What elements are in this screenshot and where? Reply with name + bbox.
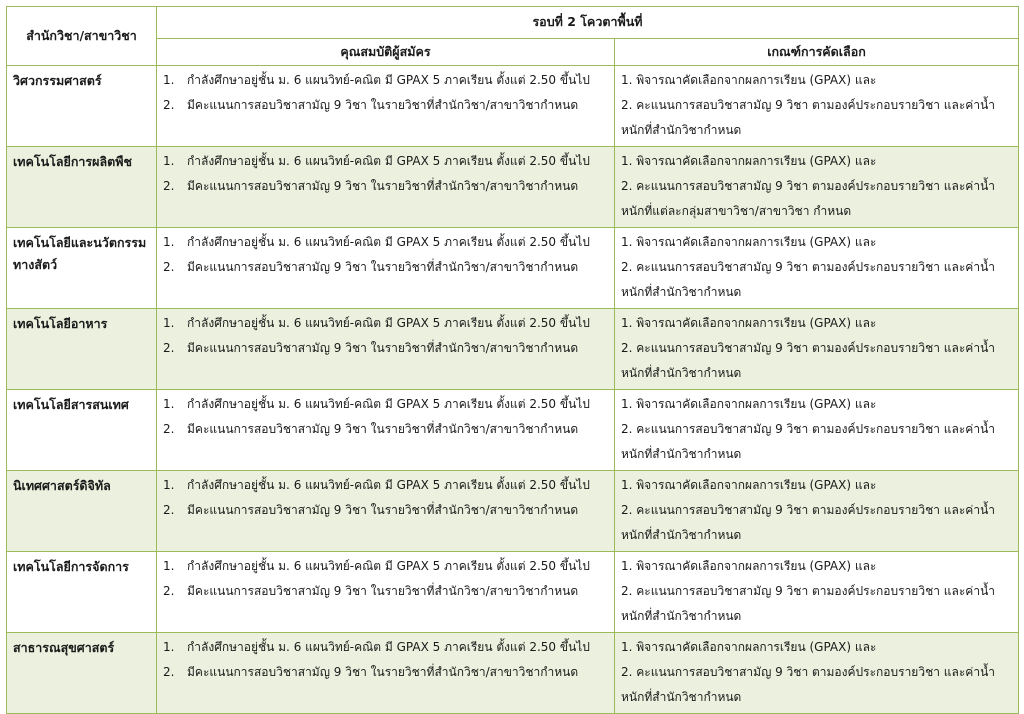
table-row (7, 228, 1019, 309)
qualification-item: 2. มีคะแนนการสอบวิชาสามัญ 9 วิชา ในรายวิชาที่สำนักวิชา/สาขาวิชากำหนด (163, 179, 579, 193)
criteria-item: 2. คะแนนการสอบวิชาสามัญ 9 วิชา ตามองค์ประกอบรายวิชา และค่าน้ำหนักที่สำนักวิชากำหนด (621, 341, 996, 380)
table-row (7, 633, 1019, 714)
qualification-item: 1. กำลังศึกษาอยู่ชั้น ม. 6 แผนวิทย์-คณิต มี GPAX 5 ภาคเรียน ตั้งแต่ 2.50 ขึ้นไป (163, 559, 590, 573)
qualification-item: 1. กำลังศึกษาอยู่ชั้น ม. 6 แผนวิทย์-คณิต มี GPAX 5 ภาคเรียน ตั้งแต่ 2.50 ขึ้นไป (163, 397, 590, 411)
qualifications-cell (157, 633, 615, 714)
criteria-item: 1. พิจารณาคัดเลือกจากผลการเรียน (GPAX) และ (621, 397, 877, 411)
criteria-cell (615, 471, 1019, 552)
criteria-cell (615, 147, 1019, 228)
faculty-name: เทคโนโลยีและนวัตกรรมทางสัตว์ (7, 228, 157, 309)
qualifications-cell (157, 552, 615, 633)
criteria-item: 2. คะแนนการสอบวิชาสามัญ 9 วิชา ตามองค์ประกอบรายวิชา และค่าน้ำหนักที่สำนักวิชากำหนด (621, 98, 996, 137)
qualifications-cell (157, 390, 615, 471)
criteria-cell (615, 633, 1019, 714)
qualifications-cell (157, 309, 615, 390)
faculty-column-header: สำนักวิชา/สาขาวิชา (7, 7, 157, 66)
criteria-cell (615, 552, 1019, 633)
table-row (7, 309, 1019, 390)
qualifications-cell (157, 66, 615, 147)
criteria-item: 2. คะแนนการสอบวิชาสามัญ 9 วิชา ตามองค์ประกอบรายวิชา และค่าน้ำหนักที่สำนักวิชากำหนด (621, 584, 996, 623)
criteria-item: 2. คะแนนการสอบวิชาสามัญ 9 วิชา ตามองค์ประกอบรายวิชา และค่าน้ำหนักที่สำนักวิชากำหนด (621, 665, 996, 704)
qualification-item: 1. กำลังศึกษาอยู่ชั้น ม. 6 แผนวิทย์-คณิต มี GPAX 5 ภาคเรียน ตั้งแต่ 2.50 ขึ้นไป (163, 73, 590, 87)
criteria-cell (615, 66, 1019, 147)
table-row (7, 390, 1019, 471)
faculty-name: เทคโนโลยีสารสนเทศ (7, 390, 157, 471)
qualification-item: 2. มีคะแนนการสอบวิชาสามัญ 9 วิชา ในรายวิชาที่สำนักวิชา/สาขาวิชากำหนด (163, 260, 579, 274)
table-row (7, 471, 1019, 552)
table-row (7, 147, 1019, 228)
criteria-item: 1. พิจารณาคัดเลือกจากผลการเรียน (GPAX) และ (621, 73, 877, 87)
qualification-item: 1. กำลังศึกษาอยู่ชั้น ม. 6 แผนวิทย์-คณิต มี GPAX 5 ภาคเรียน ตั้งแต่ 2.50 ขึ้นไป (163, 316, 590, 330)
faculty-name: สาธารณสุขศาสตร์ (7, 633, 157, 714)
qualifications-cell (157, 228, 615, 309)
round-header: รอบที่ 2 โควตาพื้นที่ (157, 7, 1019, 39)
qualification-item: 1. กำลังศึกษาอยู่ชั้น ม. 6 แผนวิทย์-คณิต มี GPAX 5 ภาคเรียน ตั้งแต่ 2.50 ขึ้นไป (163, 235, 590, 249)
criteria-item: 2. คะแนนการสอบวิชาสามัญ 9 วิชา ตามองค์ประกอบรายวิชา และค่าน้ำหนักที่สำนักวิชากำหนด (621, 503, 996, 542)
faculty-name: วิศวกรรมศาสตร์ (7, 66, 157, 147)
qualification-item: 1. กำลังศึกษาอยู่ชั้น ม. 6 แผนวิทย์-คณิต มี GPAX 5 ภาคเรียน ตั้งแต่ 2.50 ขึ้นไป (163, 640, 590, 654)
faculty-name: นิเทศศาสตร์ดิจิทัล (7, 471, 157, 552)
criteria-cell (615, 309, 1019, 390)
qualification-item: 2. มีคะแนนการสอบวิชาสามัญ 9 วิชา ในรายวิชาที่สำนักวิชา/สาขาวิชากำหนด (163, 584, 579, 598)
qualification-item: 1. กำลังศึกษาอยู่ชั้น ม. 6 แผนวิทย์-คณิต มี GPAX 5 ภาคเรียน ตั้งแต่ 2.50 ขึ้นไป (163, 154, 590, 168)
criteria-item: 1. พิจารณาคัดเลือกจากผลการเรียน (GPAX) และ (621, 640, 877, 654)
qualification-item: 1. กำลังศึกษาอยู่ชั้น ม. 6 แผนวิทย์-คณิต มี GPAX 5 ภาคเรียน ตั้งแต่ 2.50 ขึ้นไป (163, 478, 590, 492)
criteria-item: 2. คะแนนการสอบวิชาสามัญ 9 วิชา ตามองค์ประกอบรายวิชา และค่าน้ำหนักที่สำนักวิชากำหนด (621, 422, 996, 461)
criteria-item: 1. พิจารณาคัดเลือกจากผลการเรียน (GPAX) และ (621, 154, 877, 168)
qualification-item: 2. มีคะแนนการสอบวิชาสามัญ 9 วิชา ในรายวิชาที่สำนักวิชา/สาขาวิชากำหนด (163, 422, 579, 436)
table-row (7, 552, 1019, 633)
qualifications-cell (157, 471, 615, 552)
admission-criteria-table (6, 6, 1019, 714)
qualification-item: 2. มีคะแนนการสอบวิชาสามัญ 9 วิชา ในรายวิชาที่สำนักวิชา/สาขาวิชากำหนด (163, 503, 579, 517)
criteria-cell (615, 228, 1019, 309)
qualification-item: 2. มีคะแนนการสอบวิชาสามัญ 9 วิชา ในรายวิชาที่สำนักวิชา/สาขาวิชากำหนด (163, 665, 579, 679)
table-row (7, 66, 1019, 147)
qualification-item: 2. มีคะแนนการสอบวิชาสามัญ 9 วิชา ในรายวิชาที่สำนักวิชา/สาขาวิชากำหนด (163, 341, 579, 355)
criteria-item: 1. พิจารณาคัดเลือกจากผลการเรียน (GPAX) และ (621, 478, 877, 492)
faculty-name: เทคโนโลยีอาหาร (7, 309, 157, 390)
qualification-item: 2. มีคะแนนการสอบวิชาสามัญ 9 วิชา ในรายวิชาที่สำนักวิชา/สาขาวิชากำหนด (163, 98, 579, 112)
criteria-item: 1. พิจารณาคัดเลือกจากผลการเรียน (GPAX) และ (621, 235, 877, 249)
qualifications-cell (157, 147, 615, 228)
criteria-item: 2. คะแนนการสอบวิชาสามัญ 9 วิชา ตามองค์ประกอบรายวิชา และค่าน้ำหนักที่แต่ละกลุ่มสาขาวิชา/สาขาวิชา กำหนด (621, 179, 996, 218)
criteria-cell (615, 390, 1019, 471)
qualifications-header: คุณสมบัติผู้สมัคร (157, 38, 615, 65)
criteria-item: 1. พิจารณาคัดเลือกจากผลการเรียน (GPAX) และ (621, 559, 877, 573)
criteria-item: 1. พิจารณาคัดเลือกจากผลการเรียน (GPAX) และ (621, 316, 877, 330)
criteria-item: 2. คะแนนการสอบวิชาสามัญ 9 วิชา ตามองค์ประกอบรายวิชา และค่าน้ำหนักที่สำนักวิชากำหนด (621, 260, 996, 299)
faculty-name: เทคโนโลยีการจัดการ (7, 552, 157, 633)
criteria-header: เกณฑ์การคัดเลือก (615, 38, 1019, 65)
faculty-name: เทคโนโลยีการผลิตพืช (7, 147, 157, 228)
